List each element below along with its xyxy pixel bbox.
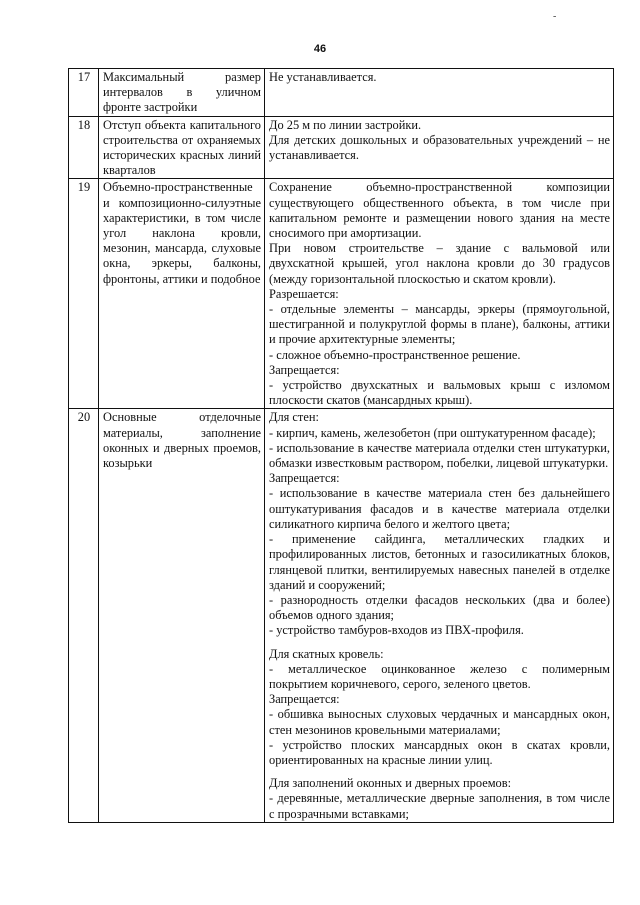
value-paragraph: Запрещается: — [269, 362, 340, 377]
value-paragraph: До 25 м по линии застройки. — [269, 117, 422, 132]
table-row — [69, 69, 614, 117]
value-paragraph: Запрещается: — [269, 692, 340, 707]
page-number: 46 — [313, 43, 327, 55]
row-number: 18 — [69, 116, 99, 179]
value-paragraph: Разрешается: — [269, 286, 339, 301]
value-paragraph: - деревянные, металлические дверные заполнения, в том числе с прозрачными вставками; — [269, 791, 610, 821]
parameter-value — [265, 409, 614, 822]
value-paragraph: При новом строительстве – здание с вальмовой или двухскатной крышей, угол наклона кровли до 30 градусов (между горизонтальной плоскостью и скатом кровли). — [269, 241, 610, 286]
parameter-name: Максимальный размер интервалов в уличном фронте застройки — [99, 69, 265, 117]
parameter-value — [265, 179, 614, 409]
rules-table — [68, 68, 614, 823]
row-number: 19 — [69, 179, 99, 409]
parameter-value — [265, 69, 614, 117]
parameter-name: Отступ объекта капитального строительства от охраняемых исторических красных линий кварталов — [99, 116, 265, 179]
parameter-value — [265, 116, 614, 179]
value-paragraph: - сложное объемно-пространственное решение. — [269, 347, 521, 362]
value-paragraph: Для стен: — [269, 410, 319, 425]
value-paragraph: - устройство тамбуров-входов из ПВХ-профиля. — [269, 623, 524, 638]
value-paragraph: - разнородность отделки фасадов нескольких (два и более) объемов одного здания; — [269, 592, 610, 623]
value-paragraph: - использование в качестве материала стен без дальнейшего оштукатуривания фасадов и в качестве материала отделки силикатного кирпича белого и желтого цвета; — [269, 486, 610, 531]
table-row — [69, 409, 614, 822]
value-paragraph: - устройство двухскатных и вальмовых крыш с изломом плоскости скатов (мансардных крыш). — [269, 378, 610, 408]
value-paragraph: - обшивка выносных слуховых чердачных и мансардных окон, стен мезонинов кровельными материалами; — [269, 707, 610, 737]
value-paragraph: - металлическое оцинкованное железо с полимерным покрытием коричневого, серого, зеленого цветов. — [269, 661, 610, 691]
value-paragraph: - применение сайдинга, металлических гладких и профилированных листов, бетонных и газосиликатных блоков, глянцевой плитки, вентилируемых навесных панелей в отделке зданий и сооружений; — [269, 532, 610, 592]
value-paragraph: Не устанавливается. — [269, 70, 377, 84]
row-number: 20 — [69, 409, 99, 822]
value-paragraph: - использование в качестве материала отделки стен штукатурки, обмазки известковым раствором, побелки, лицевой штукатурки. — [269, 440, 610, 471]
table-row — [69, 116, 614, 179]
value-paragraph: - кирпич, камень, железобетон (при оштукатуренном фасаде); — [269, 425, 596, 440]
corner-mark: - — [553, 11, 557, 22]
row-number: 17 — [69, 69, 99, 117]
value-paragraph: - устройство плоских мансардных окон в скатах кровли, ориентированных на красные линии улиц. — [269, 737, 610, 767]
value-paragraph: Для детских дошкольных и образовательных учреждений – не устанавливается. — [269, 132, 610, 163]
parameter-name: Объемно-пространственные и композиционно-силуэтные характеристики, в том числе угол наклона кровли, мезонин, мансарда, слуховые окна, эркеры, балконы, фронтоны, аттики и подобное — [99, 179, 265, 409]
value-paragraph: Запрещается: — [269, 471, 340, 486]
parameter-name: Основные отделочные материалы, заполнение оконных и дверных проемов, козырьки — [99, 409, 265, 822]
value-paragraph: Сохранение объемно-пространственной композиции существующего общественного объекта, в том числе при капитальном ремонте и размещении нового здания на месте сносимого при амортизации. — [269, 180, 610, 241]
value-paragraph: - отдельные элементы – мансарды, эркеры (прямоугольной, шестигранной и полукруглой формы в плане), балконы, аттики и прочие архитектурные элементы; — [269, 302, 610, 347]
table-row — [69, 179, 614, 409]
value-paragraph: Для скатных кровель: — [269, 646, 384, 661]
value-paragraph: Для заполнений оконных и дверных проемов: — [269, 776, 512, 791]
